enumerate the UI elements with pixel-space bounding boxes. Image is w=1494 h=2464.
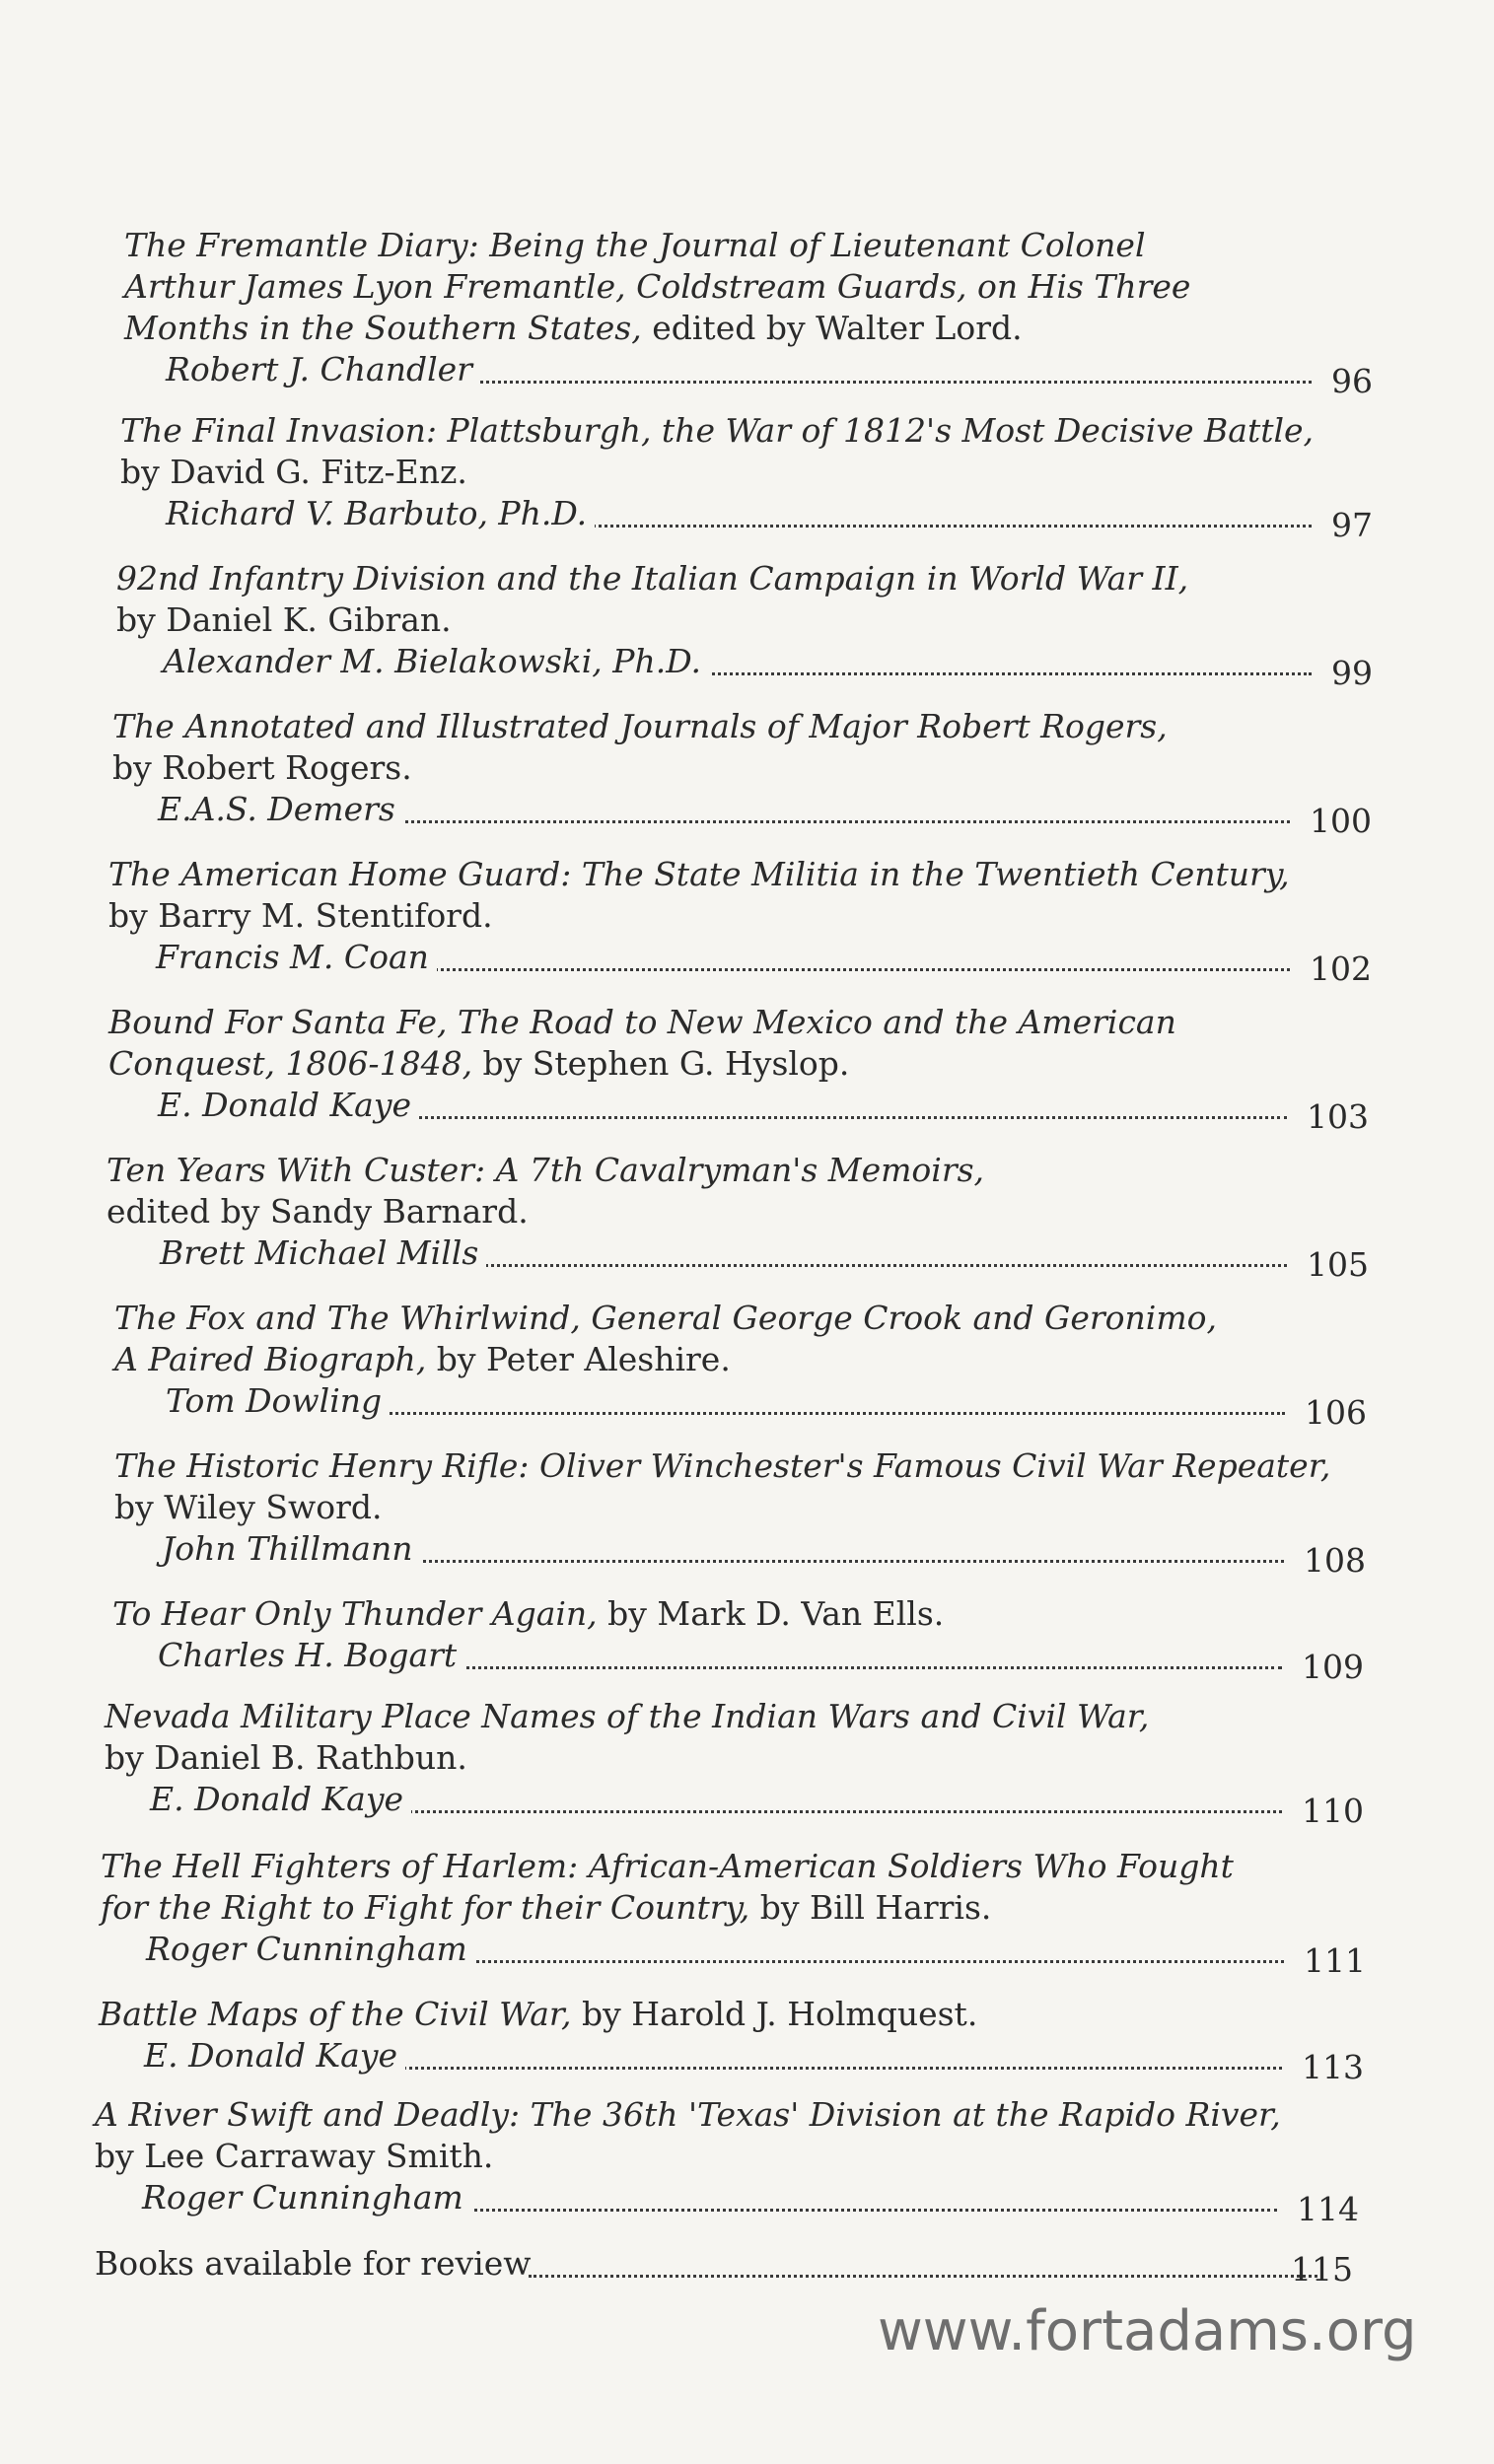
book-title: The Hell Fighters of Harlem: African-American Soldiers Who Fought xyxy=(101,1847,1234,1885)
reviewer-row xyxy=(108,1085,1390,1136)
reviewer-name: Robert J. Chandler xyxy=(166,349,480,390)
reviewer-row xyxy=(114,1528,1396,1580)
reviewer-row xyxy=(114,1380,1396,1432)
author-credit: edited by Walter Lord. xyxy=(641,309,1023,347)
reviewer-row xyxy=(112,789,1394,840)
toc-entry[interactable] xyxy=(116,558,1398,692)
reviewer-name: E. Donald Kaye xyxy=(158,1085,419,1126)
author-credit: by Robert Rogers. xyxy=(112,748,412,787)
entry-title-line xyxy=(114,1298,1396,1339)
toc-entry[interactable] xyxy=(114,1445,1396,1580)
toc-entry[interactable] xyxy=(99,1994,1381,2086)
author-credit: by Bill Harris. xyxy=(749,1888,992,1927)
entry-title-line xyxy=(114,1339,1396,1380)
page-number: 97 xyxy=(1331,506,1373,544)
toc-entry[interactable] xyxy=(124,225,1406,400)
page-number: 106 xyxy=(1305,1393,1367,1432)
entry-title-line xyxy=(105,1696,1387,1737)
book-title: The Historic Henry Rifle: Oliver Winchester's Famous Civil War Repeater, xyxy=(114,1446,1331,1485)
entry-title-line xyxy=(116,558,1398,599)
dot-leader xyxy=(529,2271,1317,2278)
book-title: 92nd Infantry Division and the Italian Campaign in World War II, xyxy=(116,559,1189,598)
reviewer-name: Francis M. Coan xyxy=(156,937,437,978)
reviewer-row xyxy=(95,2177,1377,2228)
entry-title-line xyxy=(101,1887,1383,1929)
reviewer-name: Charles H. Bogart xyxy=(158,1635,464,1676)
reviewer-name: Tom Dowling xyxy=(166,1380,390,1422)
author-credit: by Lee Carraway Smith. xyxy=(95,2137,494,2175)
author-credit: by Barry M. Stentiford. xyxy=(108,896,493,935)
reviewer-name: E. Donald Kaye xyxy=(150,1779,411,1820)
reviewer-row xyxy=(116,641,1398,692)
entry-title-line xyxy=(108,1043,1390,1085)
entry-title-line xyxy=(99,1994,1381,2035)
page-number: 100 xyxy=(1310,802,1372,840)
entry-title-line xyxy=(95,2094,1377,2136)
book-title: A Paired Biograph, xyxy=(114,1340,427,1378)
reviewer-row xyxy=(107,1232,1388,1284)
entry-title-line xyxy=(112,1593,1394,1635)
reviewer-row xyxy=(99,2035,1381,2086)
entry-title-line xyxy=(107,1150,1388,1191)
page-number: 108 xyxy=(1304,1541,1366,1580)
author-credit: by Mark D. Van Ells. xyxy=(597,1594,945,1633)
author-credit: by David G. Fitz-Enz. xyxy=(120,453,467,491)
author-credit: by Harold J. Holmquest. xyxy=(571,1995,978,2033)
page-number: 103 xyxy=(1307,1097,1369,1136)
book-title: Nevada Military Place Names of the Indian Wars and Civil War, xyxy=(105,1697,1150,1735)
author-credit: by Daniel B. Rathbun. xyxy=(105,1738,467,1777)
entry-title-line xyxy=(114,1445,1396,1487)
reviewer-row xyxy=(108,937,1390,988)
page-number: 102 xyxy=(1310,950,1372,988)
author-credit: edited by Sandy Barnard. xyxy=(107,1192,529,1231)
reviewer-name: Roger Cunningham xyxy=(142,2177,471,2218)
entry-title-line xyxy=(124,225,1406,266)
books-available-entry[interactable] xyxy=(95,2243,1367,2287)
reviewer-name: Alexander M. Bielakowski, Ph.D. xyxy=(163,641,709,682)
book-title: The Annotated and Illustrated Journals of Major Robert Rogers, xyxy=(112,707,1168,745)
page-number: 111 xyxy=(1304,1941,1366,1980)
entry-title-line xyxy=(108,895,1390,937)
author-credit: by Peter Aleshire. xyxy=(426,1340,731,1378)
book-title: To Hear Only Thunder Again, xyxy=(112,1594,598,1633)
entry-title-line xyxy=(107,1191,1388,1232)
page-number: 99 xyxy=(1331,654,1373,692)
book-title: Conquest, 1806-1848, xyxy=(108,1044,473,1083)
entry-title-line xyxy=(124,266,1406,308)
page-number: 109 xyxy=(1302,1648,1364,1686)
entry-title-line xyxy=(108,854,1390,895)
entry-title-line xyxy=(120,410,1402,452)
book-title: Months in the Southern States, xyxy=(124,309,642,347)
entry-title-line xyxy=(112,747,1394,789)
book-title: The Fremantle Diary: Being the Journal of Lieutenant Colonel xyxy=(124,226,1146,264)
reviewer-name: E. Donald Kaye xyxy=(144,2035,405,2077)
reviewer-name: Brett Michael Mills xyxy=(160,1232,486,1274)
reviewer-name: Richard V. Barbuto, Ph.D. xyxy=(166,493,595,534)
entry-title-line xyxy=(112,706,1394,747)
reviewer-row xyxy=(105,1779,1387,1830)
reviewer-name: E.A.S. Demers xyxy=(158,789,403,830)
toc-entry[interactable] xyxy=(108,854,1390,988)
toc-entry[interactable] xyxy=(112,706,1394,840)
entry-title-line xyxy=(116,599,1398,641)
entry-title-line xyxy=(124,308,1406,349)
toc-entry[interactable] xyxy=(107,1150,1388,1284)
toc-entry[interactable] xyxy=(101,1846,1383,1980)
reviewer-name: John Thillmann xyxy=(162,1528,421,1570)
entry-title-line xyxy=(95,2136,1377,2177)
author-credit: by Stephen G. Hyslop. xyxy=(472,1044,850,1083)
reviewer-row xyxy=(101,1929,1383,1980)
page-number: 96 xyxy=(1331,362,1373,400)
book-title: The Fox and The Whirlwind, General George Crook and Geronimo, xyxy=(114,1299,1218,1337)
book-title: Arthur James Lyon Fremantle, Coldstream Guards, on His Three xyxy=(124,267,1191,306)
toc-entry[interactable] xyxy=(108,1002,1390,1136)
page-number: 110 xyxy=(1302,1792,1364,1830)
book-title: Bound For Santa Fe, The Road to New Mexico and the American xyxy=(108,1003,1176,1041)
book-title: The Final Invasion: Plattsburgh, the War of 1812's Most Decisive Battle, xyxy=(120,411,1315,450)
reviewer-row xyxy=(124,349,1406,400)
author-credit: by Wiley Sword. xyxy=(114,1488,383,1526)
toc-entry[interactable] xyxy=(120,410,1402,544)
page-number: 114 xyxy=(1297,2190,1359,2228)
entry-title-line xyxy=(108,1002,1390,1043)
page-number: 113 xyxy=(1302,2048,1364,2086)
toc-entry[interactable] xyxy=(105,1696,1387,1830)
reviewer-name: Roger Cunningham xyxy=(146,1929,475,1970)
entry-title-line xyxy=(105,1737,1387,1779)
entry-title-line xyxy=(114,1487,1396,1528)
watermark: www.fortadams.org xyxy=(878,2299,1417,2363)
entry-title-line xyxy=(120,452,1402,493)
book-title: A River Swift and Deadly: The 36th 'Texas' Division at the Rapido River, xyxy=(95,2095,1281,2134)
book-title: Ten Years With Custer: A 7th Cavalryman's Memoirs, xyxy=(107,1151,985,1189)
book-title: Battle Maps of the Civil War, xyxy=(99,1995,572,2033)
toc-entry[interactable] xyxy=(114,1298,1396,1432)
reviewer-row xyxy=(120,493,1402,544)
toc-entry[interactable] xyxy=(95,2094,1377,2228)
entry-title-line xyxy=(101,1846,1383,1887)
toc-entry[interactable] xyxy=(112,1593,1394,1686)
author-credit: by Daniel K. Gibran. xyxy=(116,600,452,639)
book-title: The American Home Guard: The State Militia in the Twentieth Century, xyxy=(108,855,1290,893)
page-number: 105 xyxy=(1307,1245,1369,1284)
books-available-label: Books available for review xyxy=(95,2244,532,2283)
reviewer-row xyxy=(112,1635,1394,1686)
books-available-page-number: 115 xyxy=(1291,2250,1353,2288)
book-title: for the Right to Fight for their Country, xyxy=(101,1888,750,1927)
